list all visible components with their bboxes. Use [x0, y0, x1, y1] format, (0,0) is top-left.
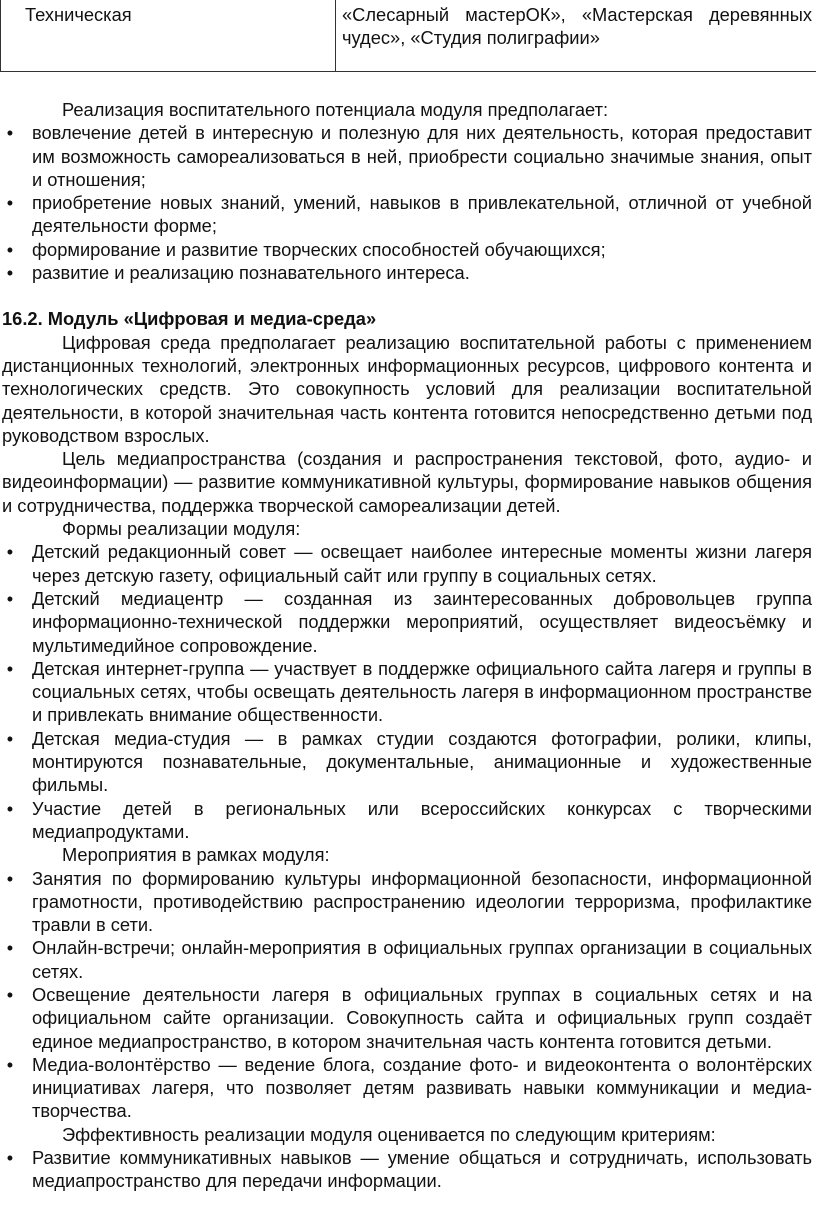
bullet-icon: •	[6, 122, 14, 144]
list-item	[2, 540, 812, 587]
list-item	[2, 727, 812, 797]
list-item-text: Медиа-волонтёрство — ведение блога, создание фото- и видеоконтента о волонтёрских инициативах лагеря, что позволяет детям развивать навыки коммуникации и медиа-творчества.	[32, 1053, 812, 1122]
criteria-intro: Эффективность реализации модуля оценивается по следующим критериям:	[62, 1123, 716, 1145]
bullet-icon: •	[6, 192, 14, 214]
list-item-text: формирование и развитие творческих способностей обучающихся;	[32, 238, 606, 260]
list-item	[2, 983, 812, 1053]
module-paragraph: Цель медиапространства (создания и распространения текстовой, фото, аудио- и видеоинформации) — развитие коммуникативной культуры, формирование навыков общения и сотрудничества, поддержка творческой самореализации детей.	[2, 448, 812, 516]
module-heading: 16.2. Модуль «Цифровая и медиа-среда»	[2, 308, 377, 330]
table-row	[1, 0, 816, 72]
list-item-text: приобретение новых знаний, умений, навыков в привлекательной, отличной от учебной деятельности форме;	[32, 192, 812, 237]
bullet-icon: •	[6, 657, 14, 679]
list-item	[2, 191, 812, 238]
activity-table	[0, 0, 816, 72]
document-body	[2, 98, 812, 1193]
events-list	[2, 867, 812, 1123]
list-item-text: Детская медиа-студия — в рамках студии создаются фотографии, ролики, клипы, монтируются познавательные, документальные, анимационные и художественные фильмы.	[32, 727, 812, 796]
list-item	[2, 936, 812, 983]
section-intro: Реализация воспитательного потенциала модуля предполагает:	[62, 99, 609, 120]
list-item-text: Развитие коммуникативных навыков — умение общаться и сотрудничать, использовать медиапространство для передачи информации.	[32, 1147, 812, 1192]
bullet-icon: •	[6, 727, 14, 749]
bullet-icon: •	[6, 541, 14, 563]
list-item	[2, 867, 812, 937]
bullet-icon: •	[6, 797, 14, 819]
bullet-icon: •	[6, 1053, 14, 1075]
forms-intro: Формы реализации модуля:	[62, 518, 301, 540]
forms-list	[2, 540, 812, 843]
list-item-text: Детская интернет-группа — участвует в поддержке официального сайта лагеря и группы в социальных сетях, чтобы освещать деятельность лагеря в информационном пространстве и привлекать внимание общественности.	[32, 657, 812, 726]
list-item-text: развитие и реализацию познавательного интереса.	[32, 262, 470, 284]
list-item	[2, 238, 812, 261]
events-intro: Мероприятия в рамках модуля:	[62, 844, 330, 866]
bullet-icon: •	[6, 867, 14, 889]
list-item-text: Детский медиацентр — созданная из заинтересованных добровольцев группа информационно-технической поддержки мероприятий, осуществляет видеосъёмку и мультимедийное сопровождение.	[32, 587, 812, 656]
list-item-text: Онлайн-встречи; онлайн-мероприятия в официальных группах организации в социальных сетях.	[32, 937, 812, 982]
bullet-icon: •	[6, 238, 14, 260]
table-cell-activities: «Слесарный мастерОК», «Мастерская деревянных чудес», «Студия полиграфии»	[336, 0, 816, 72]
module-paragraph: Цифровая среда предполагает реализацию воспитательной работы с применением дистанционных технологий, электронных информационных ресурсов, цифрового контента и технологических средств. Это совокупность условий для реализации воспитательной деятельности, в которой значительная часть контента готовится непосредственно детьми под руководством взрослых.	[2, 331, 812, 446]
bullet-icon: •	[6, 937, 14, 959]
list-item-text: Участие детей в региональных или всероссийских конкурсах с творческими медиапродуктами.	[32, 797, 812, 842]
potential-list	[2, 121, 812, 284]
criteria-list	[2, 1146, 812, 1193]
bullet-icon: •	[6, 262, 14, 284]
list-item-text: Детский редакционный совет — освещает наиболее интересные моменты жизни лагеря через детскую газету, официальный сайт или группу в социальных сетях.	[32, 541, 812, 586]
bullet-icon: •	[6, 587, 14, 609]
list-item	[2, 797, 812, 844]
list-item	[2, 587, 812, 657]
list-item	[2, 1053, 812, 1123]
table-cell-direction: Техническая	[1, 0, 336, 72]
list-item-text: Занятия по формированию культуры информационной безопасности, информационной грамотности, противодействию распространению идеологии терроризма, профилактике травли в сети.	[32, 867, 812, 936]
bullet-icon: •	[6, 983, 14, 1005]
list-item	[2, 121, 812, 191]
bullet-icon: •	[6, 1147, 14, 1169]
list-item	[2, 1146, 812, 1193]
list-item	[2, 657, 812, 727]
list-item-text: вовлечение детей в интересную и полезную для них деятельность, которая предоставит им возможность самореализоваться в ней, приобрести социально значимые знания, опыт и отношения;	[32, 122, 812, 190]
list-item	[2, 261, 812, 284]
list-item-text: Освещение деятельности лагеря в официальных группах в социальных сетях и на официальном сайте организации. Совокупность сайта и официальных групп создаёт единое медиапространство, в котором значительная часть контента готовится детьми.	[32, 983, 812, 1052]
